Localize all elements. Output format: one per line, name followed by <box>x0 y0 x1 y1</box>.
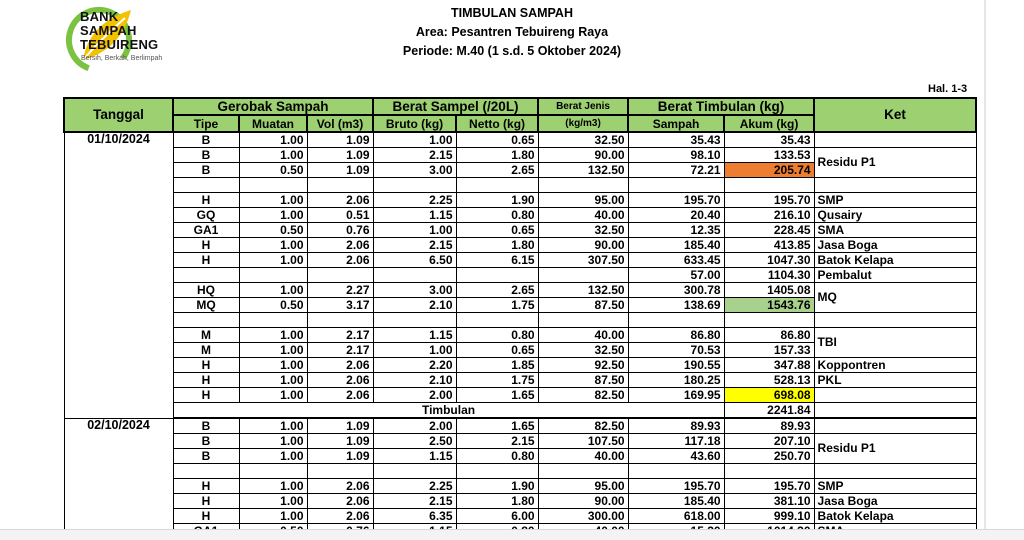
cell-akum <box>724 313 814 328</box>
header-tanggal: Tanggal <box>64 98 173 132</box>
cell-netto: 2.15 <box>456 434 538 449</box>
cell-vol: 2.06 <box>307 509 373 524</box>
cell-vol: 2.06 <box>307 193 373 208</box>
cell-berat-jenis <box>538 313 628 328</box>
cell-muatan: 1.00 <box>239 388 307 403</box>
cell-netto: 2.65 <box>456 283 538 298</box>
cell-tipe: GA1 <box>173 223 239 238</box>
cell-sampah: 138.69 <box>628 298 724 313</box>
cell-tipe: HQ <box>173 283 239 298</box>
cell-muatan: 1.00 <box>239 283 307 298</box>
cell-vol: 1.09 <box>307 418 373 434</box>
cell-bruto <box>373 313 456 328</box>
cell-ket: Residu P1 <box>814 434 976 464</box>
cell-sampah: 618.00 <box>628 509 724 524</box>
report-area: Area: Pesantren Tebuireng Raya <box>415 25 609 39</box>
cell-vol: 2.06 <box>307 373 373 388</box>
cell-vol: 0.51 <box>307 208 373 223</box>
cell-tipe: H <box>173 193 239 208</box>
cell-akum <box>724 464 814 479</box>
cell-muatan <box>239 178 307 193</box>
cell-netto: 1.80 <box>456 238 538 253</box>
cell-ket-empty <box>814 418 976 434</box>
cell-vol: 2.06 <box>307 388 373 403</box>
cell-bruto: 2.50 <box>373 434 456 449</box>
header-bruto: Bruto (kg) <box>373 115 456 132</box>
cell-muatan: 0.50 <box>239 163 307 178</box>
cell-ket: Jasa Boga <box>814 238 976 253</box>
cell-muatan: 1.00 <box>239 238 307 253</box>
bank-tagline: Bersih, Berkah, Berlimpah <box>81 55 163 62</box>
table-row <box>64 253 976 268</box>
cell-muatan: 1.00 <box>239 253 307 268</box>
table-row <box>64 178 976 193</box>
cell-akum: 528.13 <box>724 373 814 388</box>
timbulan-label: Timbulan <box>173 403 724 419</box>
cell-sampah: 195.70 <box>628 479 724 494</box>
cell-netto: 1.85 <box>456 358 538 373</box>
cell-tipe: H <box>173 238 239 253</box>
cell-bruto <box>373 268 456 283</box>
cell-akum: 250.70 <box>724 449 814 464</box>
timbulan-total: 2241.84 <box>724 403 814 419</box>
cell-vol: 2.27 <box>307 283 373 298</box>
cell-muatan: 1.00 <box>239 328 307 343</box>
cell-berat-jenis: 132.50 <box>538 283 628 298</box>
cell-tipe: H <box>173 494 239 509</box>
cell-vol <box>307 313 373 328</box>
cell-berat-jenis: 90.00 <box>538 148 628 163</box>
cell-bruto <box>373 178 456 193</box>
cell-berat-jenis <box>538 178 628 193</box>
cell-bruto: 2.10 <box>373 298 456 313</box>
cell-vol: 2.06 <box>307 494 373 509</box>
cell-muatan <box>239 313 307 328</box>
cell-bruto: 2.20 <box>373 358 456 373</box>
cell-bruto: 1.00 <box>373 343 456 358</box>
cell-akum: 1047.30 <box>724 253 814 268</box>
table-row <box>64 148 976 163</box>
cell-tipe: H <box>173 253 239 268</box>
cell-tipe <box>173 313 239 328</box>
cell-tipe: M <box>173 343 239 358</box>
cell-akum: 216.10 <box>724 208 814 223</box>
timbulan-table <box>63 97 977 539</box>
table-row <box>64 328 976 343</box>
cell-tipe: B <box>173 449 239 464</box>
cell-sampah: 98.10 <box>628 148 724 163</box>
cell-vol <box>307 464 373 479</box>
report-title: TIMBULAN SAMPAH <box>451 6 573 20</box>
cell-berat-jenis: 87.50 <box>538 298 628 313</box>
header-akum: Akum (kg) <box>724 115 814 132</box>
cell-vol: 3.17 <box>307 298 373 313</box>
cell-akum: 195.70 <box>724 479 814 494</box>
cell-sampah: 43.60 <box>628 449 724 464</box>
table-row <box>64 268 976 283</box>
cell-ket-empty <box>814 178 976 193</box>
cell-sampah: 185.40 <box>628 494 724 509</box>
cell-netto <box>456 178 538 193</box>
cell-netto: 6.15 <box>456 253 538 268</box>
cell-muatan: 1.00 <box>239 449 307 464</box>
cell-tipe: B <box>173 148 239 163</box>
cell-tipe: H <box>173 479 239 494</box>
cell-netto: 1.65 <box>456 418 538 434</box>
cell-netto <box>456 268 538 283</box>
header-sampah: Sampah <box>628 115 724 132</box>
cell-akum <box>724 178 814 193</box>
cell-ket: MQ <box>814 283 976 313</box>
cell-ket: Residu P1 <box>814 148 976 178</box>
cell-bruto: 2.15 <box>373 238 456 253</box>
cell-tipe: GQ <box>173 208 239 223</box>
cell-ket: Batok Kelapa <box>814 253 976 268</box>
cell-sampah: 195.70 <box>628 193 724 208</box>
cell-sampah: 117.18 <box>628 434 724 449</box>
bank-name-line-3: TEBUIRENG <box>80 37 159 52</box>
cell-akum: 1405.08 <box>724 283 814 298</box>
cell-ket: Qusairy <box>814 208 976 223</box>
cell-akum: 205.74 <box>724 163 814 178</box>
cell-tipe: MQ <box>173 298 239 313</box>
table-body <box>64 132 976 539</box>
cell-akum: 89.93 <box>724 418 814 434</box>
cell-berat-jenis: 82.50 <box>538 418 628 434</box>
cell-sampah <box>628 464 724 479</box>
cell-sampah: 12.35 <box>628 223 724 238</box>
cell-akum: 999.10 <box>724 509 814 524</box>
cell-akum: 381.10 <box>724 494 814 509</box>
cell-vol: 1.09 <box>307 148 373 163</box>
cell-ket-empty <box>814 403 976 419</box>
table-row <box>64 208 976 223</box>
cell-akum: 698.08 <box>724 388 814 403</box>
cell-akum: 347.88 <box>724 358 814 373</box>
cell-tipe: B <box>173 163 239 178</box>
cell-bruto: 1.15 <box>373 449 456 464</box>
cell-muatan: 1.00 <box>239 193 307 208</box>
cell-netto: 0.65 <box>456 343 538 358</box>
cell-tipe: B <box>173 434 239 449</box>
cell-ket-empty <box>814 464 976 479</box>
cell-muatan: 1.00 <box>239 418 307 434</box>
cell-tipe: M <box>173 328 239 343</box>
cell-berat-jenis: 307.50 <box>538 253 628 268</box>
table-row <box>64 358 976 373</box>
cell-muatan: 1.00 <box>239 358 307 373</box>
cell-sampah: 169.95 <box>628 388 724 403</box>
cell-vol: 1.09 <box>307 434 373 449</box>
table-row <box>64 193 976 208</box>
header-berat-jenis: Berat Jenis <box>538 98 628 115</box>
cell-netto: 0.80 <box>456 449 538 464</box>
cell-berat-jenis: 40.00 <box>538 449 628 464</box>
cell-muatan: 1.00 <box>239 373 307 388</box>
cell-vol: 2.06 <box>307 358 373 373</box>
cell-tipe <box>173 464 239 479</box>
cell-sampah: 633.45 <box>628 253 724 268</box>
header-tipe: Tipe <box>173 115 239 132</box>
cell-muatan <box>239 464 307 479</box>
cell-sampah: 20.40 <box>628 208 724 223</box>
cell-vol: 1.09 <box>307 132 373 148</box>
cell-bruto: 2.25 <box>373 479 456 494</box>
cell-netto: 1.90 <box>456 193 538 208</box>
cell-tipe: H <box>173 373 239 388</box>
header-berat-timbulan: Berat Timbulan (kg) <box>628 98 814 115</box>
cell-ket-empty <box>814 132 976 148</box>
cell-vol <box>307 178 373 193</box>
cell-akum: 133.53 <box>724 148 814 163</box>
cell-akum: 35.43 <box>724 132 814 148</box>
cell-ket: SMP <box>814 479 976 494</box>
cell-tipe <box>173 268 239 283</box>
cell-bruto: 2.00 <box>373 388 456 403</box>
cell-berat-jenis: 95.00 <box>538 193 628 208</box>
cell-berat-jenis <box>538 464 628 479</box>
cell-sampah <box>628 313 724 328</box>
cell-ket-empty <box>814 388 976 403</box>
cell-tipe: H <box>173 509 239 524</box>
cell-netto: 0.80 <box>456 328 538 343</box>
cell-akum: 207.10 <box>724 434 814 449</box>
table-row <box>64 223 976 238</box>
cell-netto: 1.90 <box>456 479 538 494</box>
cell-berat-jenis: 90.00 <box>538 238 628 253</box>
cell-vol: 0.76 <box>307 223 373 238</box>
table-row <box>64 464 976 479</box>
cell-vol: 2.06 <box>307 238 373 253</box>
cell-ket: SMP <box>814 193 976 208</box>
cell-muatan: 1.00 <box>239 343 307 358</box>
report-periode: Periode: M.40 (1 s.d. 5 Oktober 2024) <box>402 44 622 58</box>
cell-ket: Batok Kelapa <box>814 509 976 524</box>
cell-muatan: 1.00 <box>239 509 307 524</box>
cell-bruto: 3.00 <box>373 283 456 298</box>
cell-sampah: 70.53 <box>628 343 724 358</box>
cell-berat-jenis: 40.00 <box>538 328 628 343</box>
header-vol: Vol (m3) <box>307 115 373 132</box>
cell-ket: Pembalut <box>814 268 976 283</box>
cell-tipe: B <box>173 132 239 148</box>
cell-berat-jenis: 132.50 <box>538 163 628 178</box>
cell-ket: SMA <box>814 223 976 238</box>
cell-sampah: 89.93 <box>628 418 724 434</box>
cell-ket: Jasa Boga <box>814 494 976 509</box>
cell-vol <box>307 268 373 283</box>
cell-berat-jenis: 40.00 <box>538 208 628 223</box>
bank-name-line-1: BANK <box>80 9 119 24</box>
cell-bruto: 2.15 <box>373 494 456 509</box>
cell-bruto <box>373 464 456 479</box>
cell-bruto: 6.50 <box>373 253 456 268</box>
table-row <box>64 388 976 403</box>
table-row <box>64 238 976 253</box>
cell-vol: 2.17 <box>307 328 373 343</box>
cell-berat-jenis: 107.50 <box>538 434 628 449</box>
table-row <box>64 418 976 434</box>
cell-bruto: 2.25 <box>373 193 456 208</box>
page-label: Hal. 1-3 <box>928 83 968 95</box>
header-ket: Ket <box>814 98 976 132</box>
table-row <box>64 373 976 388</box>
cell-vol: 2.17 <box>307 343 373 358</box>
cell-bruto: 3.00 <box>373 163 456 178</box>
cell-muatan: 1.00 <box>239 434 307 449</box>
cell-sampah: 72.21 <box>628 163 724 178</box>
cell-sampah: 180.25 <box>628 373 724 388</box>
cell-muatan: 1.00 <box>239 148 307 163</box>
header-netto: Netto (kg) <box>456 115 538 132</box>
cell-ket: TBI <box>814 328 976 358</box>
cell-ket-empty <box>814 313 976 328</box>
cell-bruto: 1.00 <box>373 223 456 238</box>
cell-ket: PKL <box>814 373 976 388</box>
cell-sampah: 86.80 <box>628 328 724 343</box>
bank-name-line-2: SAMPAH <box>80 23 137 38</box>
table-row <box>64 132 976 148</box>
header-gerobak: Gerobak Sampah <box>173 98 373 115</box>
cell-tipe <box>173 178 239 193</box>
cell-tipe: H <box>173 358 239 373</box>
timbulan-total-row <box>64 403 976 419</box>
cell-berat-jenis: 90.00 <box>538 494 628 509</box>
cell-vol: 2.06 <box>307 479 373 494</box>
cell-berat-jenis <box>538 268 628 283</box>
cell-bruto: 6.35 <box>373 509 456 524</box>
cell-berat-jenis: 32.50 <box>538 132 628 148</box>
table-row <box>64 479 976 494</box>
cell-muatan: 1.00 <box>239 494 307 509</box>
cell-akum: 157.33 <box>724 343 814 358</box>
cell-netto: 6.00 <box>456 509 538 524</box>
cell-vol: 1.09 <box>307 163 373 178</box>
cell-muatan <box>239 268 307 283</box>
cell-netto <box>456 313 538 328</box>
cell-akum: 195.70 <box>724 193 814 208</box>
cell-ket: Koppontren <box>814 358 976 373</box>
cell-sampah: 35.43 <box>628 132 724 148</box>
cell-akum: 228.45 <box>724 223 814 238</box>
cell-netto: 1.80 <box>456 494 538 509</box>
cell-akum: 413.85 <box>724 238 814 253</box>
header-berat-jenis-unit: (kg/m3) <box>538 115 628 132</box>
cell-akum: 1543.76 <box>724 298 814 313</box>
cell-sampah: 300.78 <box>628 283 724 298</box>
table-row <box>64 434 976 449</box>
cell-muatan: 1.00 <box>239 479 307 494</box>
cell-bruto: 1.15 <box>373 328 456 343</box>
cell-netto: 2.65 <box>456 163 538 178</box>
cell-berat-jenis: 82.50 <box>538 388 628 403</box>
cell-bruto: 2.10 <box>373 373 456 388</box>
cell-netto <box>456 464 538 479</box>
cell-sampah: 190.55 <box>628 358 724 373</box>
cell-netto: 0.65 <box>456 223 538 238</box>
cell-tanggal: 02/10/2024 <box>64 418 173 539</box>
table-row <box>64 313 976 328</box>
cell-netto: 1.65 <box>456 388 538 403</box>
bottom-scroll-area <box>0 529 1024 540</box>
cell-tipe: B <box>173 418 239 434</box>
cell-berat-jenis: 92.50 <box>538 358 628 373</box>
cell-bruto: 2.00 <box>373 418 456 434</box>
cell-muatan: 0.50 <box>239 298 307 313</box>
table-row <box>64 509 976 524</box>
cell-muatan: 0.50 <box>239 223 307 238</box>
cell-sampah: 57.00 <box>628 268 724 283</box>
table-row <box>64 494 976 509</box>
cell-bruto: 1.15 <box>373 208 456 223</box>
cell-tipe: H <box>173 388 239 403</box>
cell-muatan: 1.00 <box>239 208 307 223</box>
cell-netto: 1.75 <box>456 373 538 388</box>
header-muatan: Muatan <box>239 115 307 132</box>
page-edge <box>984 0 986 539</box>
cell-akum: 86.80 <box>724 328 814 343</box>
cell-netto: 0.80 <box>456 208 538 223</box>
cell-vol: 2.06 <box>307 253 373 268</box>
cell-netto: 0.65 <box>456 132 538 148</box>
header-berat-sampel: Berat Sampel (/20L) <box>373 98 538 115</box>
cell-berat-jenis: 300.00 <box>538 509 628 524</box>
table-row <box>64 283 976 298</box>
cell-netto: 1.75 <box>456 298 538 313</box>
cell-vol: 1.09 <box>307 449 373 464</box>
cell-tanggal: 01/10/2024 <box>64 132 173 418</box>
cell-muatan: 1.00 <box>239 132 307 148</box>
cell-berat-jenis: 32.50 <box>538 223 628 238</box>
cell-sampah: 185.40 <box>628 238 724 253</box>
cell-berat-jenis: 32.50 <box>538 343 628 358</box>
cell-berat-jenis: 95.00 <box>538 479 628 494</box>
cell-bruto: 2.15 <box>373 148 456 163</box>
cell-bruto: 1.00 <box>373 132 456 148</box>
cell-akum: 1104.30 <box>724 268 814 283</box>
cell-berat-jenis: 87.50 <box>538 373 628 388</box>
cell-sampah <box>628 178 724 193</box>
cell-netto: 1.80 <box>456 148 538 163</box>
